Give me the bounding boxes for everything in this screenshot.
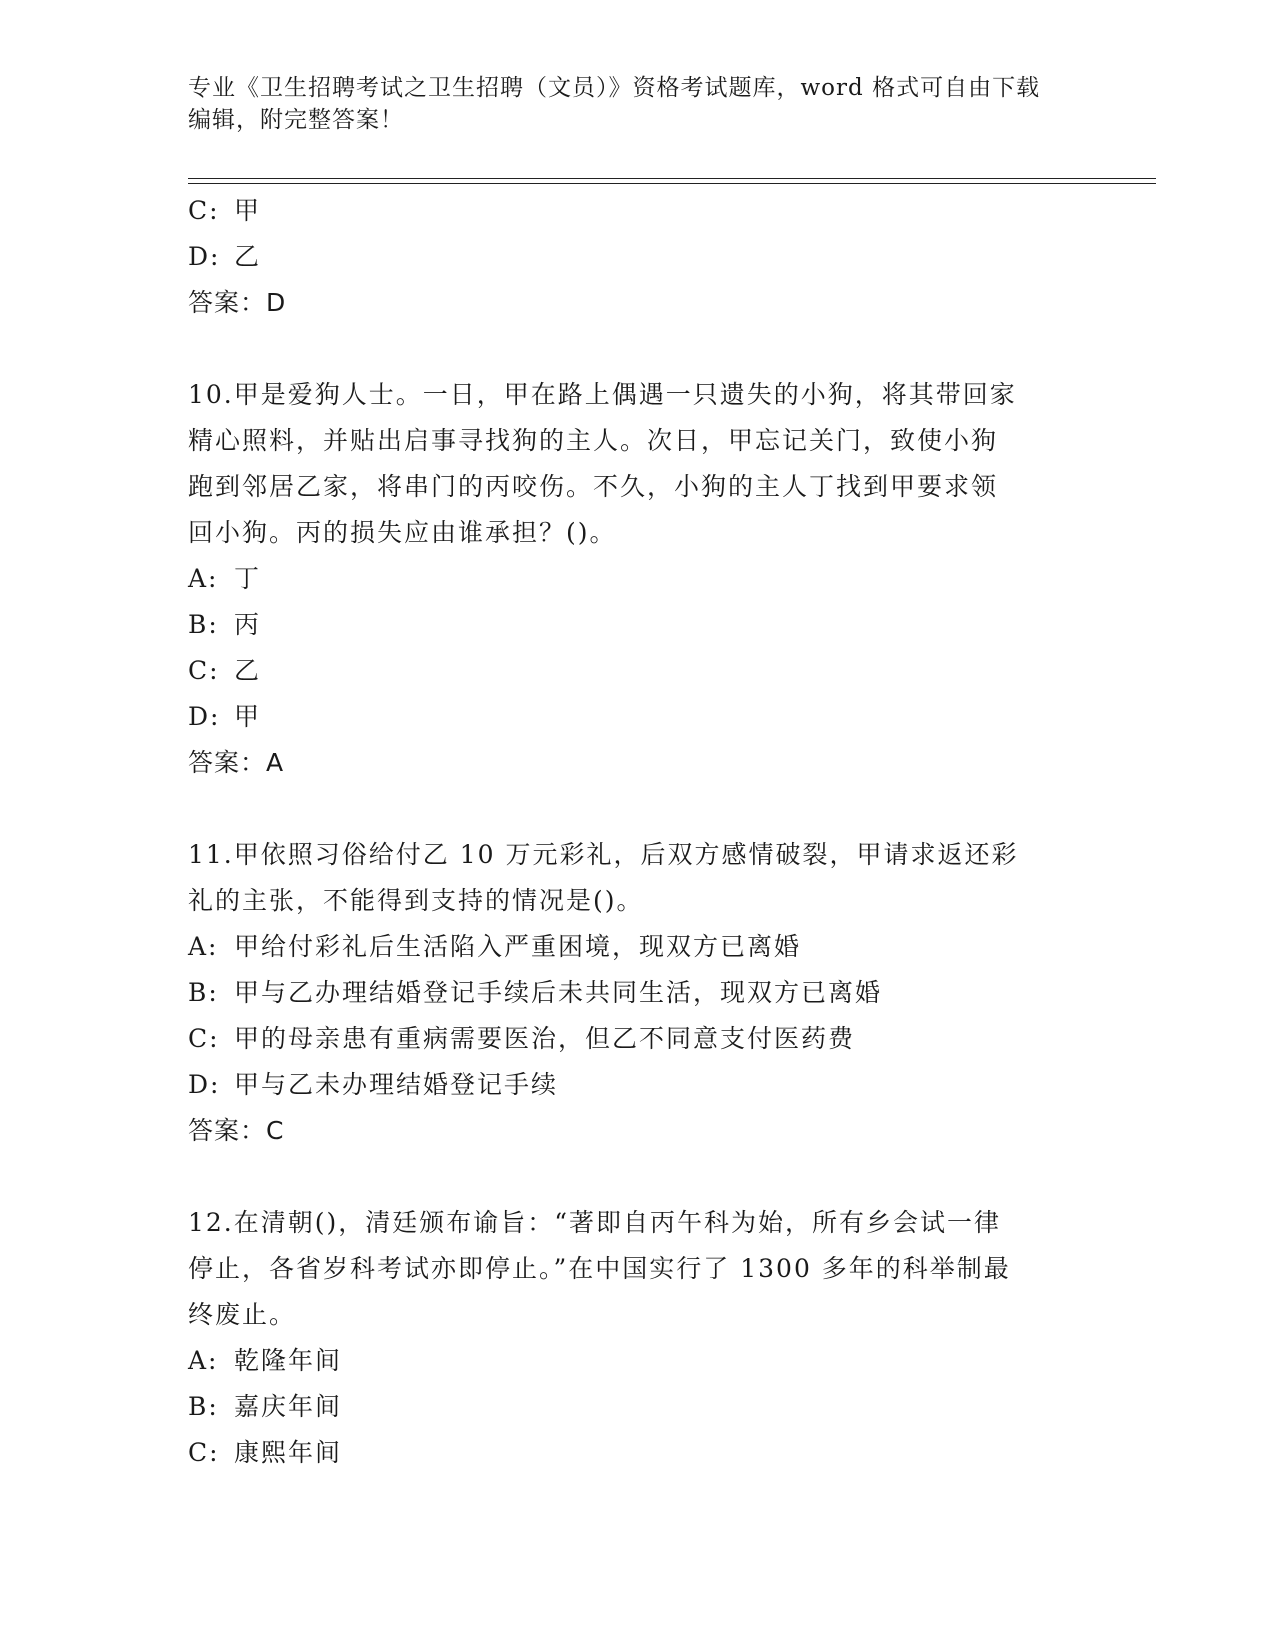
question-12-option-b [188,1384,1088,1430]
question-11-option-d [188,1062,1088,1108]
question-12-text-line-1: 12.在清朝()，清廷颁布谕旨：“著即自丙午科为始，所有乡会试一律 [188,1208,1002,1237]
question-10-option-d [188,694,1088,740]
question-10-text-line-4: 回小狗。丙的损失应由谁承担？()。 [188,518,617,547]
document-body [188,188,1088,1476]
option-letter: A: [188,564,219,593]
option-text: 丁 [234,564,262,593]
option-letter: C: [188,1024,220,1053]
option-letter: B: [188,978,219,1007]
question-12-option-c [188,1430,1088,1476]
header-line-2: 编辑，附完整答案！ [188,107,404,133]
question-11-text-line-1: 11.甲依照习俗给付乙 10 万元彩礼，后双方感情破裂，甲请求返还彩 [188,840,1019,869]
question-12-text-line-2: 停止，各省岁科考试亦即停止。”在中国实行了 1300 多年的科举制最 [188,1254,1011,1283]
question-11-option-b [188,970,1088,1016]
header-divider-bottom [188,183,1156,184]
option-text: 嘉庆年间 [234,1392,343,1421]
option-text: 乙 [234,656,262,685]
option-letter: A: [188,932,219,961]
option-text: 康熙年间 [234,1438,343,1467]
option-letter: B: [188,1392,219,1421]
page-header [188,72,1088,136]
question-9-answer: 答案：D [188,288,287,317]
option-letter: C: [188,196,220,225]
option-letter: B: [188,610,219,639]
option-letter: C: [188,1438,220,1467]
option-letter: C: [188,656,220,685]
option-letter: D: [188,1070,221,1099]
option-letter: A: [188,1346,219,1375]
question-9-option-c [188,188,1088,234]
question-10-option-c [188,648,1088,694]
question-12 [188,1200,1088,1476]
question-11-answer: 答案：C [188,1116,285,1145]
header-line-1: 专业《卫生招聘考试之卫生招聘（文员）》资格考试题库，word 格式可自由下载 [188,75,1041,101]
question-10 [188,372,1088,786]
header-divider-top [188,178,1156,179]
question-10-text-line-3: 跑到邻居乙家，将串门的丙咬伤。不久，小狗的主人丁找到甲要求领 [188,472,999,501]
question-9-option-d [188,234,1088,280]
question-12-text-line-3: 终废止。 [188,1300,297,1329]
question-11-text-line-2: 礼的主张，不能得到支持的情况是()。 [188,886,644,915]
option-letter: D: [188,242,221,271]
question-11-option-c [188,1016,1088,1062]
question-10-answer: 答案：A [188,748,285,777]
option-text: 甲 [234,196,262,225]
option-text: 甲 [234,702,262,731]
question-10-text-line-1: 10.甲是爱狗人士。一日，甲在路上偶遇一只遗失的小狗，将其带回家 [188,380,1017,409]
option-text: 乙 [234,242,262,271]
option-letter: D: [188,702,221,731]
option-text: 丙 [234,610,262,639]
question-12-option-a [188,1338,1088,1384]
option-text: 乾隆年间 [234,1346,343,1375]
option-text: 甲与乙未办理结婚登记手续 [234,1070,559,1099]
question-11 [188,832,1088,1154]
option-text: 甲与乙办理结婚登记手续后未共同生活，现双方已离婚 [234,978,883,1007]
option-text: 甲给付彩礼后生活陷入严重困境，现双方已离婚 [234,932,802,961]
question-11-option-a [188,924,1088,970]
question-10-option-b [188,602,1088,648]
question-10-text-line-2: 精心照料，并贴出启事寻找狗的主人。次日，甲忘记关门，致使小狗 [188,426,999,455]
question-9-tail [188,188,1088,326]
question-10-option-a [188,556,1088,602]
option-text: 甲的母亲患有重病需要医治，但乙不同意支付医药费 [234,1024,856,1053]
